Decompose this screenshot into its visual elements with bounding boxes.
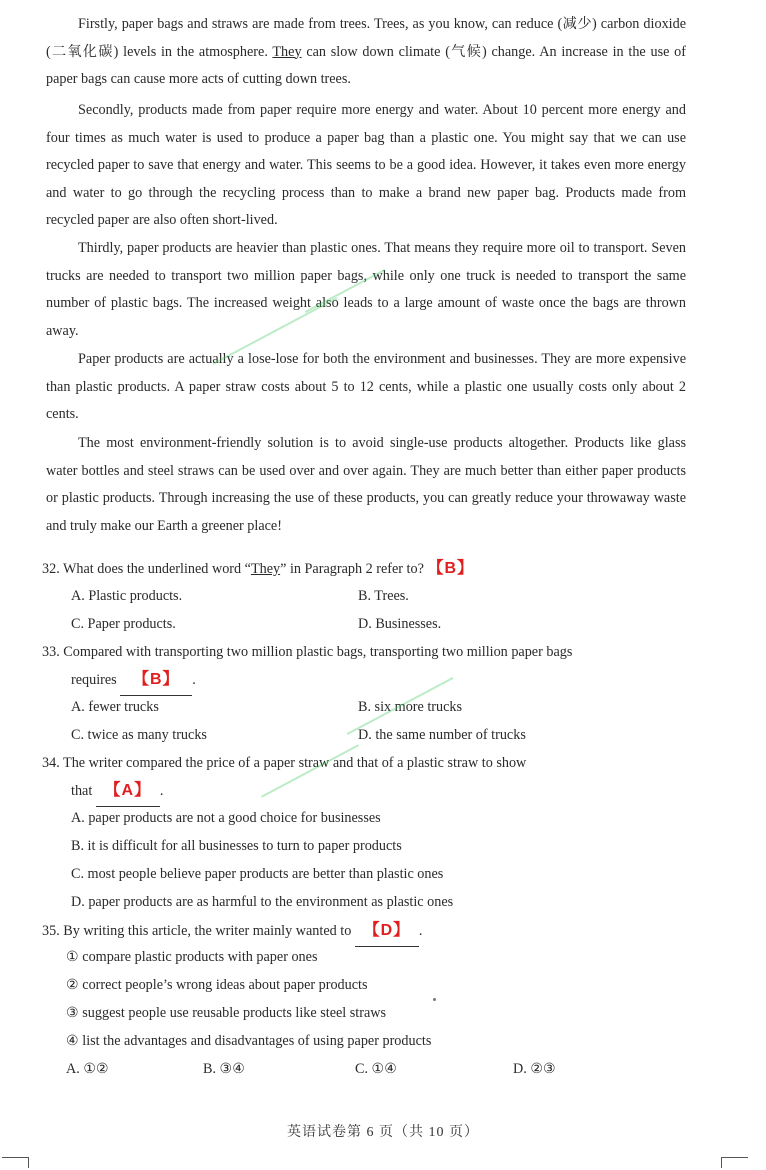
question-34-continuation [71,777,163,807]
paragraph-4: Paper products are actually a lose-lose for both the environment and businesses. They are more expensive than plastic products. A paper straw costs about 5 to 12 cents, while a plastic one usually costs only about 2 cents. [46,351,686,423]
question-34-cont-text: that [71,783,96,799]
question-34-option-b: B. it is difficult for all businesses to turn to paper products [71,838,402,854]
question-32-option-a: A. Plastic products. [71,588,183,604]
crop-mark-right [721,1157,748,1168]
page-footer: 英语试卷第 6 页（共 10 页） [287,1125,479,1140]
question-34-option-c: C. most people believe paper products are better than plastic ones [71,866,444,882]
question-33-stem: 33. Compared with transporting two million plastic bags, transporting two million paper bags [42,644,573,660]
question-34-option-a: A. paper products are not a good choice for businesses [71,810,381,826]
question-34-option-d: D. paper products are as harmful to the environment as plastic ones [71,894,454,910]
question-35-answer: 【D】 [363,922,411,939]
question-33-option-a: A. fewer trucks [71,699,159,715]
question-35-option-a: A. ①② [66,1061,109,1077]
question-33-continuation [71,666,196,696]
question-35-end: . [418,923,423,939]
question-35-option-b: B. ③④ [203,1061,245,1077]
question-32-answer: 【B】 [427,560,474,577]
question-33-option-d: D. the same number of trucks [358,727,526,743]
paragraph-3: Thirdly, paper products are heavier than plastic ones. That means they require more oil to transport. Seven trucks are needed to transport two million paper bags, while only one truck is needed to transport the same number of plastic bags. The increased weight also leads to a large amount of waste once the bags are thrown away. [46,240,686,339]
question-35-item-2: ② correct people’s wrong ideas about paper products [66,977,368,993]
question-32-stem-b: ” in Paragraph 2 refer to? [280,561,424,577]
question-33-end: . [192,672,196,688]
crop-mark-left [2,1157,29,1168]
question-33-cont-text: requires [71,672,121,688]
question-32-underlined-word: They [250,561,281,577]
question-35-blank [355,917,419,947]
question-34-end: . [159,783,164,799]
paragraph-1-text-b: can slow down climate (气候) change. An increase in the use of paper bags can cause more acts of cutting down trees. [46,43,686,88]
question-32-stem-a: 32. What does the underlined word “ [42,561,251,577]
paragraph-5: The most environment-friendly solution is to avoid single-use products altogether. Products like glass water bottles and steel straws can be used over and over again. They are much better than either paper products or plastic products. Through increasing the use of these products, you can greatly reduce your throwaway waste and truly make our Earth a greener place! [46,435,686,534]
underlined-they: They [272,43,302,60]
question-35-option-c: C. ①④ [355,1061,397,1077]
question-35-item-1: ① compare plastic products with paper ones [66,949,318,965]
question-35-stem [42,917,686,947]
question-32-option-d: D. Businesses. [358,616,442,632]
paragraph-1 [46,11,686,94]
question-34-blank [96,777,160,807]
question-33-option-b: B. six more trucks [358,699,463,715]
question-33-option-c: C. twice as many trucks [71,727,207,743]
question-35-item-4: ④ list the advantages and disadvantages of using paper products [66,1033,432,1049]
stray-dot [433,998,436,1001]
question-34-answer: 【A】 [104,782,152,799]
question-35-stem-text: 35. By writing this article, the writer mainly wanted to [42,923,355,939]
question-32-option-c: C. Paper products. [71,616,176,632]
question-32-stem [42,555,686,584]
question-33-answer: 【B】 [132,671,180,688]
question-35-item-3: ③ suggest people use reusable products like steel straws [66,1005,387,1021]
question-32-option-b: B. Trees. [358,588,409,604]
question-34-stem: 34. The writer compared the price of a paper straw and that of a plastic straw to show [42,755,527,771]
question-35-option-d: D. ②③ [513,1061,556,1077]
paragraph-1-text-a: Firstly, paper bags and straws are made from trees. Trees, as you know, can reduce (减少) carbon dioxide (二氧化碳) levels in the atmosphere. [46,16,686,60]
question-33-blank [120,666,192,696]
paragraph-2: Secondly, products made from paper require more energy and water. About 10 percent more energy and four times as much water is used to produce a paper bag than a plastic one. You might say that we can use recycled paper to save that energy and water. This seems to be a good idea. However, it takes even more energy and water to go through the recycling process than to make a brand new paper bag. Products made from recycled paper are also often short-lived. [46,102,686,229]
